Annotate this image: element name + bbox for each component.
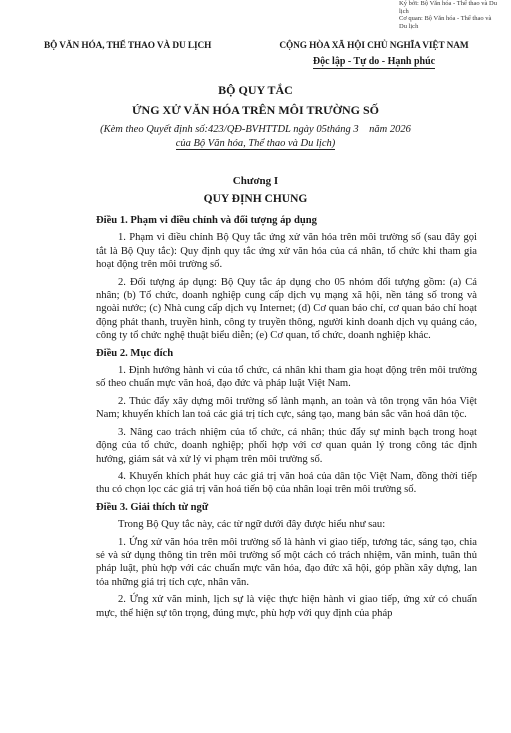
article-heading: Điều 1. Phạm vi điều chỉnh và đối tượng áp dụng <box>96 215 317 226</box>
article-paragraph: 2. Thúc đẩy xây dựng môi trường số lành mạnh, an toàn và tôn trọng văn hóa Việt Nam; khuyến khích lan toả các giá trị tích cực, sáng tạo, mang bản sắc văn hoá dân tộc. <box>96 395 477 421</box>
article-paragraph: 3. Nâng cao trách nhiệm của tổ chức, cá nhân; thúc đẩy sự minh bạch trong hoạt động của tổ chức, doanh nghiệp; phối hợp với cơ quan quản lý trong công tác định hướng, giám sát và xử lý vi phạm trên môi trường số. <box>96 426 477 465</box>
national-header <box>264 41 484 69</box>
article-paragraph: 4. Khuyến khích phát huy các giá trị văn hoá của dân tộc Việt Nam, đồng thời tiếp thu có chọn lọc các giá trị văn hoá tiến bộ của nhân loại trên môi trường số. <box>96 470 477 496</box>
document-title: BỘ QUY TẮC <box>218 83 293 97</box>
article-paragraph: Trong Bộ Quy tắc này, các từ ngữ dưới đây được hiểu như sau: <box>118 519 386 531</box>
chapter-number: Chương I <box>232 175 279 187</box>
document-subtitle: ỨNG XỬ VĂN HÓA TRÊN MÔI TRƯỜNG SỐ <box>131 103 380 117</box>
article-paragraph: 1. Định hướng hành vi của tổ chức, cá nhân khi tham gia hoạt động trên môi trường số theo chuẩn mực văn hoá, đạo đức và pháp luật Việt Nam. <box>96 365 477 390</box>
digital-signature-note: Ký bởi: Bộ Văn hóa - Thể thao và Du lịch Cơ quan: Bộ Văn hóa - Thể thao và Du lịch <box>399 0 497 30</box>
issuing-authority-text: của Bộ Văn hóa, Thể thao và Du lịch) <box>175 138 336 149</box>
article-heading: Điều 3. Giải thích từ ngữ <box>96 501 209 513</box>
issuing-authority <box>0 138 511 149</box>
article-paragraph: 1. Phạm vi điều chỉnh Bộ Quy tắc ứng xử văn hóa trên môi trường số (sau đây gọi tắt là Bộ Quy tắc): Quy định quy tắc ứng xử văn hóa của cá nhân, tổ chức khi tham gia hoạt động trên môi trường số. <box>96 232 477 271</box>
ministry-name: BỘ VĂN HÓA, THỂ THAO VÀ DU LỊCH <box>44 41 212 51</box>
national-motto: Độc lập - Tự do - Hạnh phúc <box>312 56 436 67</box>
article-paragraph: 2. Đối tượng áp dụng: Bộ Quy tắc áp dụng cho 05 nhóm đối tượng gồm: (a) Cá nhân; (b) Tổ chức, doanh nghiệp cung cấp dịch vụ mạng xã hội, nền tảng số trong và ngoài nước; (c) Nhà cung cấp dịch vụ Internet; (d) Cơ quan báo chí, cơ quan báo chí hoạt động phát thanh, truyền hình, công ty truyền thông, người kinh doanh dịch vụ quảng cáo, công ty tổ chức nghệ thuật biểu diễn; (e) Cơ quan, tổ chức, doanh nghiệp khác. <box>96 276 477 342</box>
decision-reference: (Kèm theo Quyết định số:423/QĐ-BVHTTDL ngày 05tháng 3 năm 2026 <box>100 124 411 135</box>
article-paragraph: 1. Ứng xử văn hóa trên môi trường số là hành vi giao tiếp, tương tác, sáng tạo, chia sẻ và sử dụng thông tin trên môi trường số một cách có trách nhiệm, văn minh, tuân thủ pháp luật, phù hợp với các chuẩn mực văn hóa, đạo đức xã hội, góp phần xây dựng, lan tỏa những giá trị tích cực, nhân văn. <box>96 536 477 588</box>
country-name: CỘNG HÒA XÃ HỘI CHỦ NGHĨA VIỆT NAM <box>279 41 469 51</box>
article-heading: Điều 2. Mục đích <box>96 347 174 359</box>
article-paragraph: 2. Ứng xử văn minh, lịch sự là việc thực hiện hành vi giao tiếp, ứng xử có chuẩn mực, thể hiện sự tôn trọng, đúng mực, phù hợp với quy định của pháp <box>96 594 477 619</box>
chapter-name: QUY ĐỊNH CHUNG <box>203 193 308 205</box>
document-body <box>96 212 477 624</box>
